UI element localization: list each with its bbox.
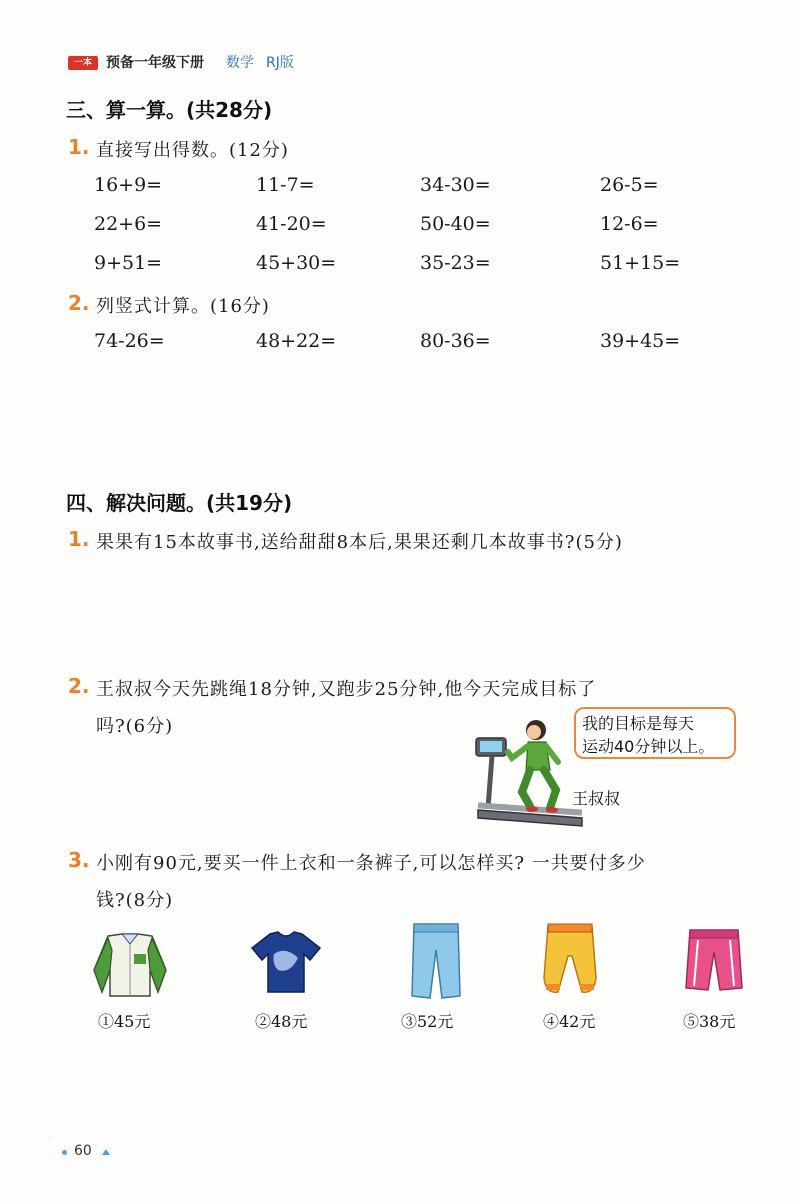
- jacket-icon: [88, 930, 172, 1000]
- page-number: 60: [74, 1143, 92, 1159]
- pink-shorts-icon: [684, 926, 744, 996]
- expression: 80-36=: [420, 330, 491, 352]
- page-dot-icon: [62, 1150, 67, 1155]
- expression: 39+45=: [600, 330, 681, 352]
- orange-pants-icon: [542, 920, 598, 1002]
- s3-q1-text: 直接写出得数。(12分): [96, 140, 289, 161]
- person-label: 王叔叔: [572, 789, 621, 808]
- bubble-line-2: 运动40分钟以上。: [582, 737, 715, 756]
- item-price-3: ③52元: [401, 1012, 454, 1031]
- expression: 74-26=: [94, 330, 165, 352]
- expression: 9+51=: [94, 252, 163, 274]
- expression: 50-40=: [420, 213, 491, 235]
- section-4-title: 四、解决问题。(共19分): [66, 491, 293, 515]
- expression: 34-30=: [420, 174, 491, 196]
- expression: 26-5=: [600, 174, 659, 196]
- edition-label: RJ版: [266, 55, 294, 71]
- s3-q2-text: 列竖式计算。(16分): [96, 296, 270, 317]
- s4-q1-number: 1.: [68, 527, 90, 551]
- item-price-5: ⑤38元: [683, 1012, 736, 1031]
- tshirt-icon: [248, 930, 324, 996]
- book-badge: 一本: [68, 56, 98, 70]
- page-triangle-icon: [102, 1149, 110, 1155]
- expression: 35-23=: [420, 252, 491, 274]
- bubble-line-1: 我的目标是每天: [582, 714, 695, 733]
- treadmill-runner-icon: [470, 712, 590, 832]
- speech-bubble: [574, 707, 736, 759]
- expression: 12-6=: [600, 213, 659, 235]
- s4-q3-text-line2: 钱?(8分): [96, 890, 174, 911]
- expression: 16+9=: [94, 174, 163, 196]
- item-price-1: ①45元: [98, 1012, 151, 1031]
- expression: 11-7=: [256, 174, 315, 196]
- expression: 45+30=: [256, 252, 337, 274]
- jeans-icon: [408, 920, 464, 1002]
- item-price-4: ④42元: [543, 1012, 596, 1031]
- item-price-2: ②48元: [255, 1012, 308, 1031]
- s4-q2-text-line1: 王叔叔今天先跳绳18分钟,又跑步25分钟,他今天完成目标了: [96, 679, 597, 700]
- expression: 22+6=: [94, 213, 163, 235]
- s4-q3-text-line1: 小刚有90元,要买一件上衣和一条裤子,可以怎样买? 一共要付多少: [96, 853, 646, 874]
- s3-q2-number: 2.: [68, 291, 90, 315]
- s3-q1-number: 1.: [68, 135, 90, 159]
- section-3-title: 三、算一算。(共28分): [66, 98, 273, 122]
- s4-q3-number: 3.: [68, 848, 90, 872]
- s4-q2-text-line2: 吗?(6分): [96, 716, 174, 737]
- s4-q1-text: 果果有15本故事书,送给甜甜8本后,果果还剩几本故事书?(5分): [96, 532, 623, 553]
- s4-q2-number: 2.: [68, 674, 90, 698]
- expression: 41-20=: [256, 213, 327, 235]
- expression: 48+22=: [256, 330, 337, 352]
- expression: 51+15=: [600, 252, 681, 274]
- book-title: 预备一年级下册: [106, 55, 204, 71]
- subject-label: 数学: [226, 55, 254, 71]
